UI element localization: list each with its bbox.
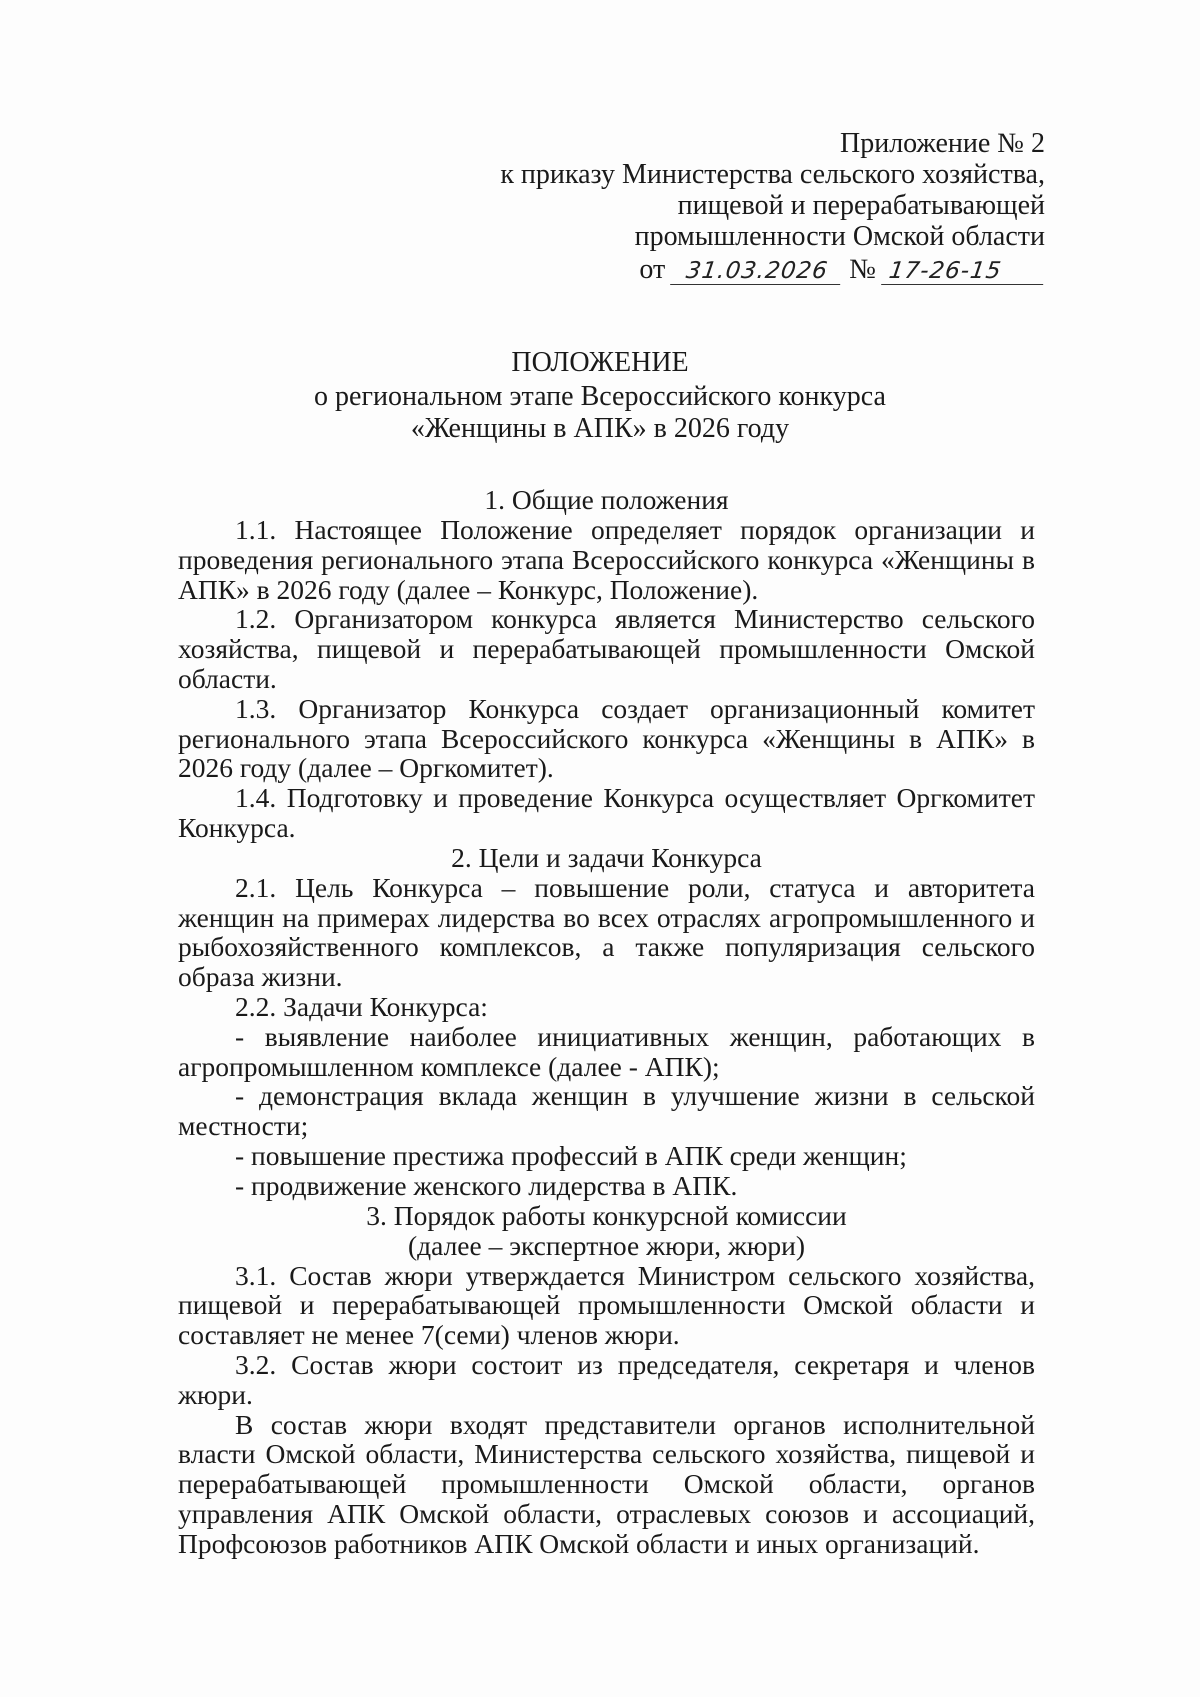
task-item: - повышение престижа профессий в АПК среди женщин;	[235, 1139, 907, 1171]
paragraph-1-4: 1.4. Подготовку и проведение Конкурса осуществляет Оргкомитет Конкурса.	[178, 782, 1035, 843]
number-label: №	[849, 254, 876, 285]
order-date-number	[445, 254, 1045, 285]
appendix-header	[445, 128, 1045, 285]
paragraph-1-1: 1.1. Настоящее Положение определяет порядок организации и проведения регионального этапа Всероссийского конкурса «Женщины в АПК» в 2026 году (далее – Конкурс, Положение).	[178, 514, 1035, 605]
paragraph-1-3: 1.3. Организатор Конкурса создает организационный комитет регионального этапа Всероссийского конкурса «Женщины в АПК» в 2026 году (далее – Оргкомитет).	[178, 692, 1035, 784]
ministry-line-2: промышленности Омской области	[634, 221, 1045, 252]
task-item: - продвижение женского лидерства в АПК.	[235, 1169, 738, 1201]
title-main: ПОЛОЖЕНИЕ	[511, 347, 689, 378]
section-2-heading: 2. Цели и задачи Конкурса	[451, 841, 762, 873]
paragraph-2-2: 2.2. Задачи Конкурса:	[235, 990, 488, 1022]
title-subtitle: о региональном этапе Всероссийского конкурса	[314, 381, 886, 412]
section-3-subheading: (далее – экспертное жюри, жюри)	[407, 1229, 806, 1261]
paragraph-1-2: 1.2. Организатором конкурса является Министерство сельского хозяйства, пищевой и перерабатывающей промышленности Омской области.	[178, 603, 1035, 694]
order-date-handwritten: 31.03.2026	[670, 258, 844, 285]
title-subtitle-2: «Женщины в АПК» в 2026 году	[410, 413, 790, 444]
paragraph-3-2: 3.2. Состав жюри состоит из председателя, секретаря и членов жюри.	[178, 1348, 1035, 1410]
document-title	[150, 347, 1050, 445]
paragraph-2-1: 2.1. Цель Конкурса – повышение роли, статуса и авторитета женщин на примерах лидерства во всех отраслях агропромышленного и рыбохозяйственного комплексов, а также популяризация сельского образа жизни.	[178, 871, 1035, 993]
section-1-heading: 1. Общие положения	[484, 484, 729, 515]
task-item: - демонстрация вклада женщин в улучшение жизни в сельской местности;	[178, 1080, 1035, 1142]
document-body	[178, 485, 1035, 1559]
order-reference: к приказу Министерства сельского хозяйства,	[500, 159, 1045, 190]
from-label: от	[639, 254, 666, 285]
task-item: - выявление наиболее инициативных женщин, работающих в агропромышленном комплексе (далее - АПК);	[178, 1020, 1035, 1082]
section-3-heading: 3. Порядок работы конкурсной комиссии	[366, 1199, 847, 1231]
appendix-number: Приложение № 2	[840, 128, 1045, 159]
ministry-line: пищевой и перерабатывающей	[677, 190, 1045, 221]
paragraph-3-1: 3.1. Состав жюри утверждается Министром сельского хозяйства, пищевой и перерабатывающей промышленности Омской области и составляет не менее 7(семи) членов жюри.	[178, 1259, 1035, 1351]
order-number-handwritten: 17-26-15	[881, 258, 1047, 285]
paragraph-3-3: В состав жюри входят представители органов исполнительной власти Омской области, Министерства сельского хозяйства, пищевой и перерабатывающей промышленности Омской области, органов управления АПК Омской области, отраслевых союзов и ассоциаций, Профсоюзов работников АПК Омской области и иных организаций.	[178, 1408, 1035, 1559]
